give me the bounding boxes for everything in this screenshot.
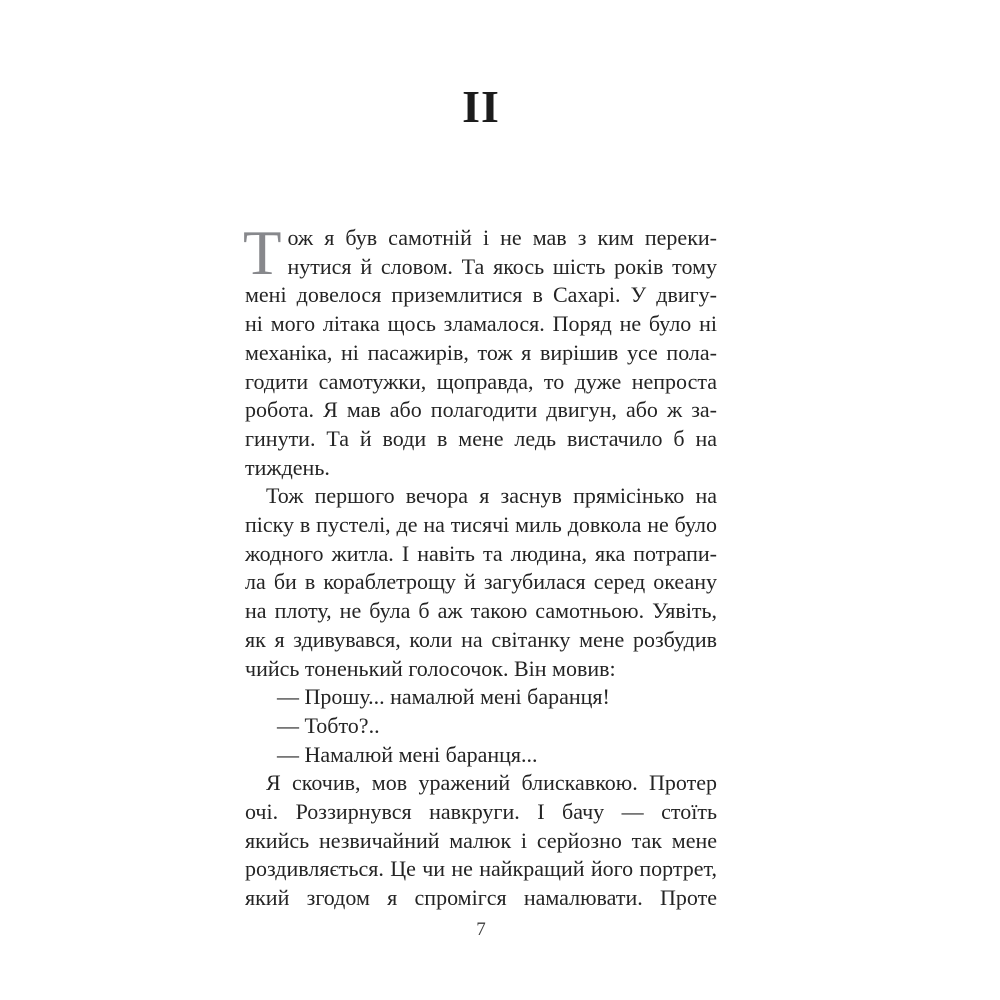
paragraph-first-night (245, 482, 717, 683)
text-line: ні мого літака щось зламалося. Поряд не було ні (245, 311, 717, 337)
page-number: 7 (476, 919, 486, 940)
text-line: ож я був самотній і не мав з ким переки- (287, 225, 717, 250)
drop-cap-letter: Т (243, 218, 282, 288)
text-line: мені довелося приземлитися в Сахарі. У двигу- (245, 282, 717, 308)
text-line: — Тобто?.. (277, 712, 380, 738)
text-line: жодного житла. І навіть та людина, яка потрапи- (245, 540, 717, 566)
text-line: тиждень. (245, 454, 330, 480)
text-line: на плоту, не була б аж такою самотньою. Уявіть, (245, 598, 717, 624)
text-line: Тож першого вечора я заснув прямісінько на (266, 483, 717, 509)
text-line: — Прошу... намалюй мені баранця! (277, 684, 610, 710)
body-text-block (243, 218, 717, 913)
text-line: робота. Я мав або полагодити двигун, або ж за- (245, 397, 717, 423)
text-line: очі. Роззирнувся навкруги. І бачу — стоїть (245, 799, 717, 825)
text-line: годити самотужки, щоправда, то дуже непроста (245, 368, 717, 394)
text-line: якийсь незвичайний малюк і серйозно так мене (245, 827, 717, 853)
text-line: ла би в кораблетрощу й загубилася серед океану (245, 569, 717, 595)
text-line: гинути. Та й води в мене ледь вистачило б на (245, 425, 717, 451)
text-line: як я здивувався, коли на світанку мене розбудив (245, 626, 717, 652)
text-line: піску в пустелі, де на тисячі миль довкола не було (245, 512, 717, 538)
text-line: який згодом я спромігся намалювати. Проте (245, 885, 717, 911)
text-line: чийсь тоненький голосочок. Він мовив: (245, 655, 616, 681)
dialogue-line-2 (245, 712, 717, 741)
paragraph-awakening (245, 769, 717, 913)
dialogue-line-1 (245, 683, 717, 712)
paragraph-opening (243, 218, 717, 482)
text-line: механіка, ні пасажирів, тож я вирішив усе пола- (245, 339, 717, 365)
text-line: — Намалюй мені баранця... (277, 741, 538, 767)
chapter-heading: II (462, 81, 500, 132)
text-line: нутися й словом. Та якось шість років тому (287, 253, 717, 279)
text-line: Я скочив, мов уражений блискавкою. Протер (266, 770, 717, 796)
dialogue-line-3 (245, 741, 717, 770)
text-line: роздивляється. Це чи не найкращий його портрет, (245, 856, 717, 882)
